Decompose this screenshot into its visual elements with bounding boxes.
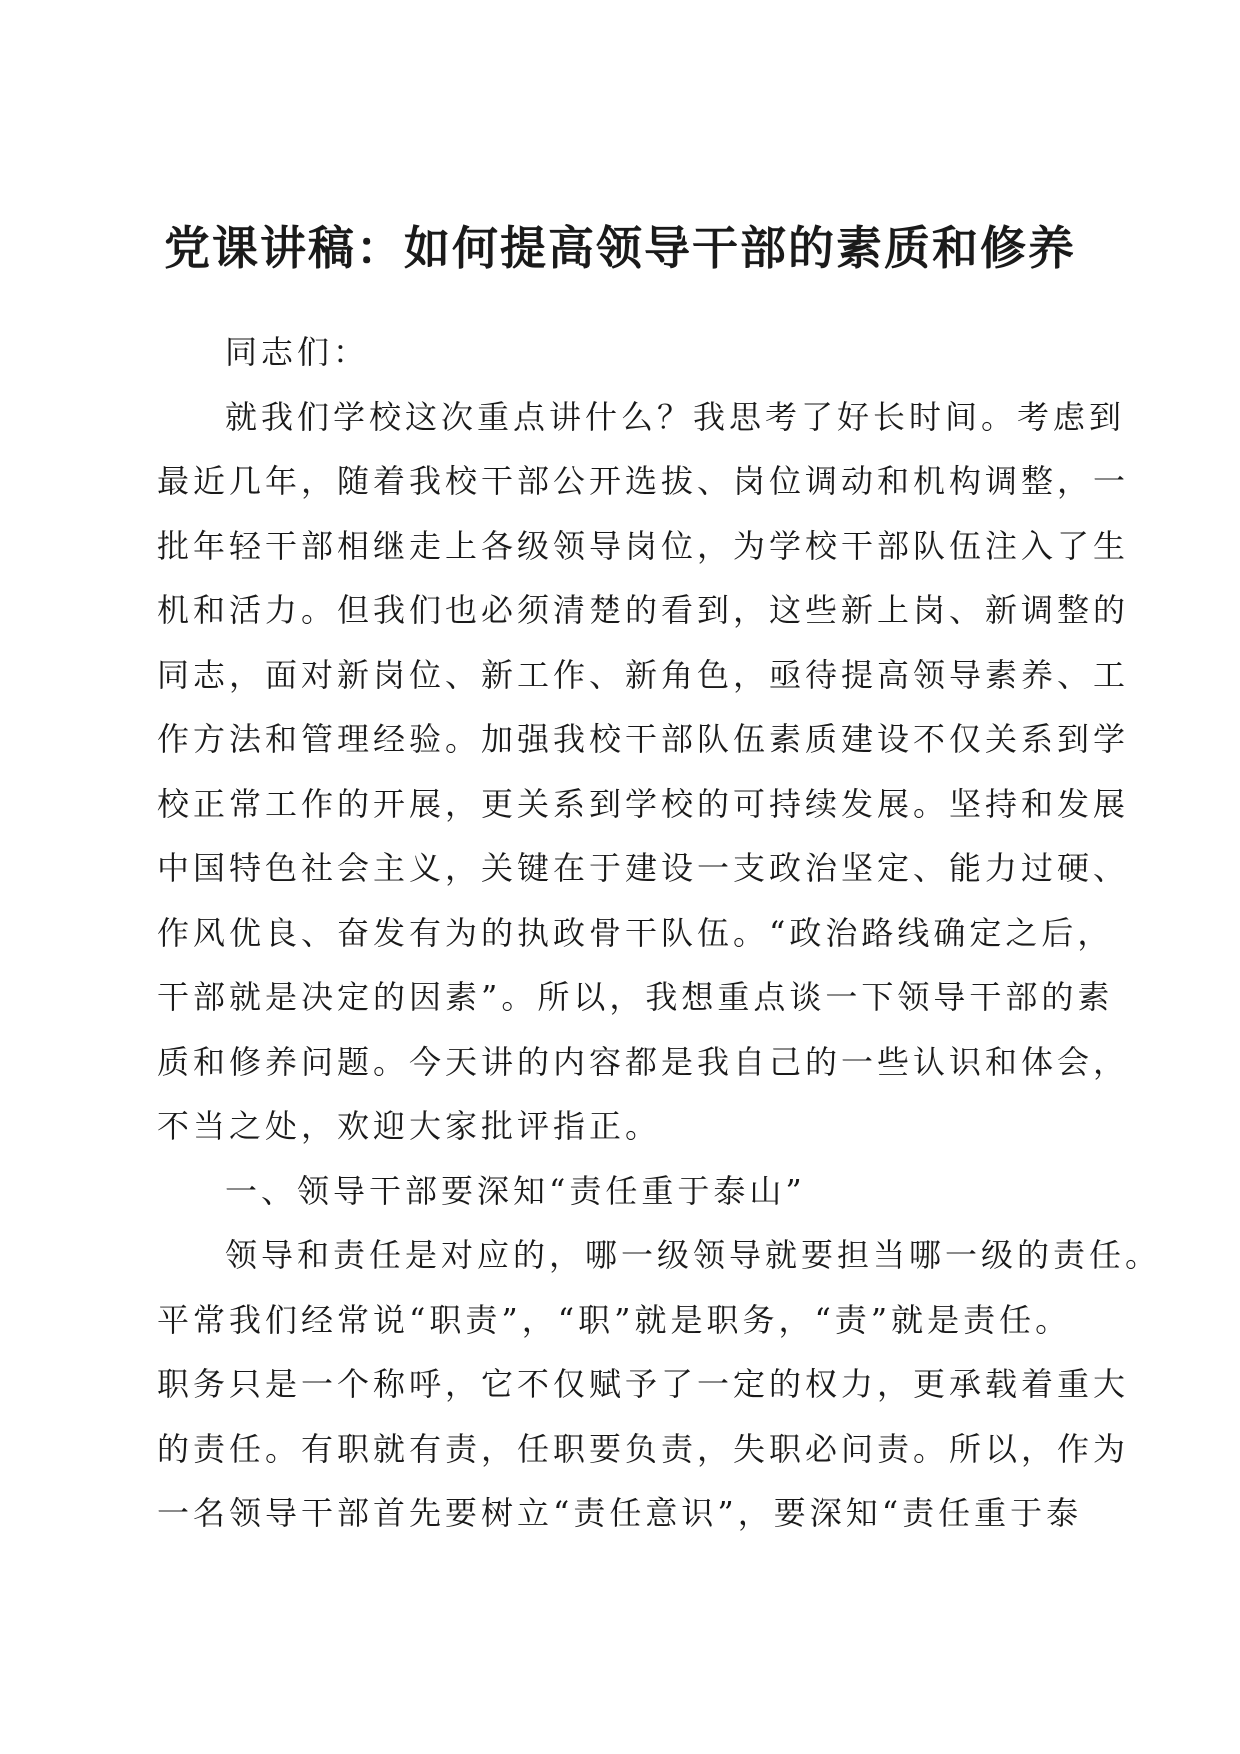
body-line: 作方法和管理经验。加强我校干部队伍素质建设不仅关系到学 bbox=[157, 720, 1130, 758]
body-line: 机和活力。但我们也必须清楚的看到，这些新上岗、新调整的 bbox=[157, 591, 1130, 629]
body-line: 一名领导干部首先要树立“责任意识”，要深知“责任重于泰 bbox=[157, 1494, 1083, 1532]
section-heading: 一、领导干部要深知“责任重于泰山” bbox=[225, 1171, 806, 1210]
body-line: 作风优良、奋发有为的执政骨干队伍。“政治路线确定之后， bbox=[157, 913, 1114, 952]
document-body bbox=[157, 320, 1162, 1546]
body-line: 的责任。有职就有责，任职要负责，失职必问责。所以，作为 bbox=[157, 1429, 1130, 1468]
body-line: 批年轻干部相继走上各级领导岗位，为学校干部队伍注入了生 bbox=[157, 526, 1130, 565]
body-line: 最近几年，随着我校干部公开选拔、岗位调动和机构调整，一 bbox=[157, 462, 1130, 500]
document-title: 党课讲稿：如何提高领导干部的素质和修养 bbox=[164, 221, 1076, 275]
body-line: 同志，面对新岗位、新工作、新角色，亟待提高领导素养、工 bbox=[157, 655, 1130, 694]
body-line: 平常我们经常说“职责”，“职”就是职务，“责”就是责任。 bbox=[157, 1300, 1072, 1339]
body-line: 中国特色社会主义，关键在于建设一支政治坚定、能力过硬、 bbox=[157, 849, 1130, 887]
body-line: 不当之处，欢迎大家批评指正。 bbox=[157, 1107, 662, 1145]
body-line: 校正常工作的开展，更关系到学校的可持续发展。坚持和发展 bbox=[157, 784, 1130, 823]
body-line: 干部就是决定的因素”。所以，我想重点谈一下领导干部的素 bbox=[157, 978, 1114, 1016]
salutation: 同志们： bbox=[225, 333, 370, 371]
body-line: 职务只是一个称呼，它不仅赋予了一定的权力，更承载着重大 bbox=[157, 1365, 1130, 1403]
body-line: 领导和责任是对应的，哪一级领导就要担当哪一级的责任。 bbox=[225, 1236, 1162, 1274]
body-line: 就我们学校这次重点讲什么？我思考了好长时间。考虑到 bbox=[225, 397, 1126, 436]
body-line: 质和修养问题。今天讲的内容都是我自己的一些认识和体会， bbox=[157, 1042, 1130, 1081]
